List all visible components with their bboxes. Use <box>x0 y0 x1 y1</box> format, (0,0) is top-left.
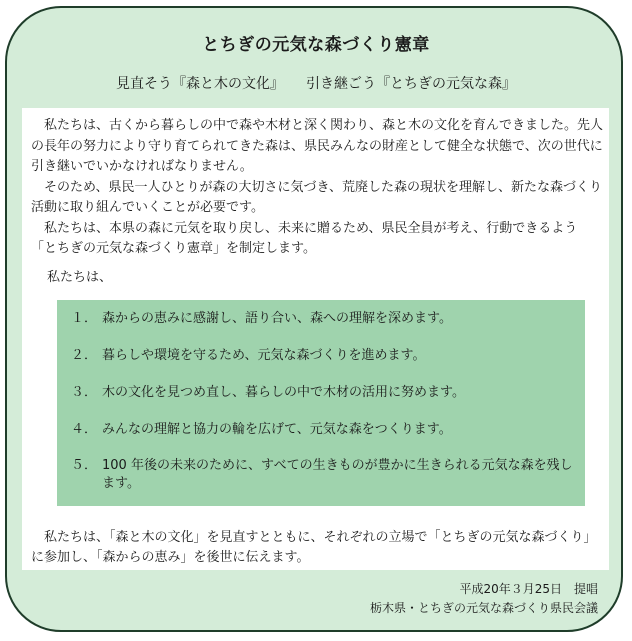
charter-text-panel <box>22 108 609 570</box>
subtitle-part-1: 見直そう『森と木の文化』 <box>116 76 284 92</box>
clause-number: ５． <box>71 458 98 473</box>
clause-text: みんなの理解と協力の輪を広げて、元気な森をつくります。 <box>102 422 452 437</box>
clause-item <box>71 347 576 365</box>
subtitle-part-2: 引き継ごう『とちぎの元気な森』 <box>306 76 516 92</box>
clause-text: 木の文化を見つめ直し、暮らしの中で木材の活用に努めます。 <box>102 385 465 400</box>
clause-number: ３． <box>71 385 98 400</box>
clauses-box <box>57 300 585 506</box>
preamble-paragraph: 私たちは、古くから暮らしの中で森や木材と深く関わり、森と木の文化を育んできました。先人の長年の努力により守り育てられてきた森は、県民みんなの財産として健全な状態で、次の世代に引き継いでいかなければなりません。 <box>31 118 604 174</box>
closing-statement: 私たちは、「森と木の文化」を見直すとともに、それぞれの立場で「とちぎの元気な森づくり」に参加し、「森からの恵み」を後世に伝えます。 <box>31 530 597 565</box>
charter-title: とちぎの元気な森づくり憲章 <box>202 35 430 55</box>
clause-number: １． <box>71 311 98 326</box>
clause-item <box>71 457 576 493</box>
proposing-organization: 栃木県・とちぎの元気な森づくり県民会議 <box>369 601 598 615</box>
preamble <box>31 116 603 260</box>
preamble-paragraph: 私たちは、本県の森に元気を取り戻し、未来に贈るため、県民全員が考え、行動できるよう「とちぎの元気な森づくり憲章」を制定します。 <box>31 220 578 256</box>
clause-item <box>71 310 576 328</box>
clause-number: ４． <box>71 422 98 437</box>
clauses-lead: 私たちは、 <box>47 270 113 285</box>
clause-number: ２． <box>71 348 98 363</box>
clause-text: 森からの恵みに感謝し、語り合い、森への理解を深めます。 <box>102 311 452 326</box>
enactment-date: 平成20年３月25日 提唱 <box>459 582 598 596</box>
clause-text: 100 年後の未来のために、すべての生きものが豊かに生きられる元気な森を残します。 <box>102 458 573 491</box>
preamble-paragraph: そのため、県民一人ひとりが森の大切さに気づき、荒廃した森の現状を理解し、新たな森づくり活動に取り組んでいくことが必要です。 <box>31 179 602 215</box>
clause-item <box>71 384 576 402</box>
clause-item <box>71 421 576 439</box>
clause-text: 暮らしや環境を守るため、元気な森づくりを進めます。 <box>102 348 426 363</box>
charter-subtitle <box>0 73 632 93</box>
